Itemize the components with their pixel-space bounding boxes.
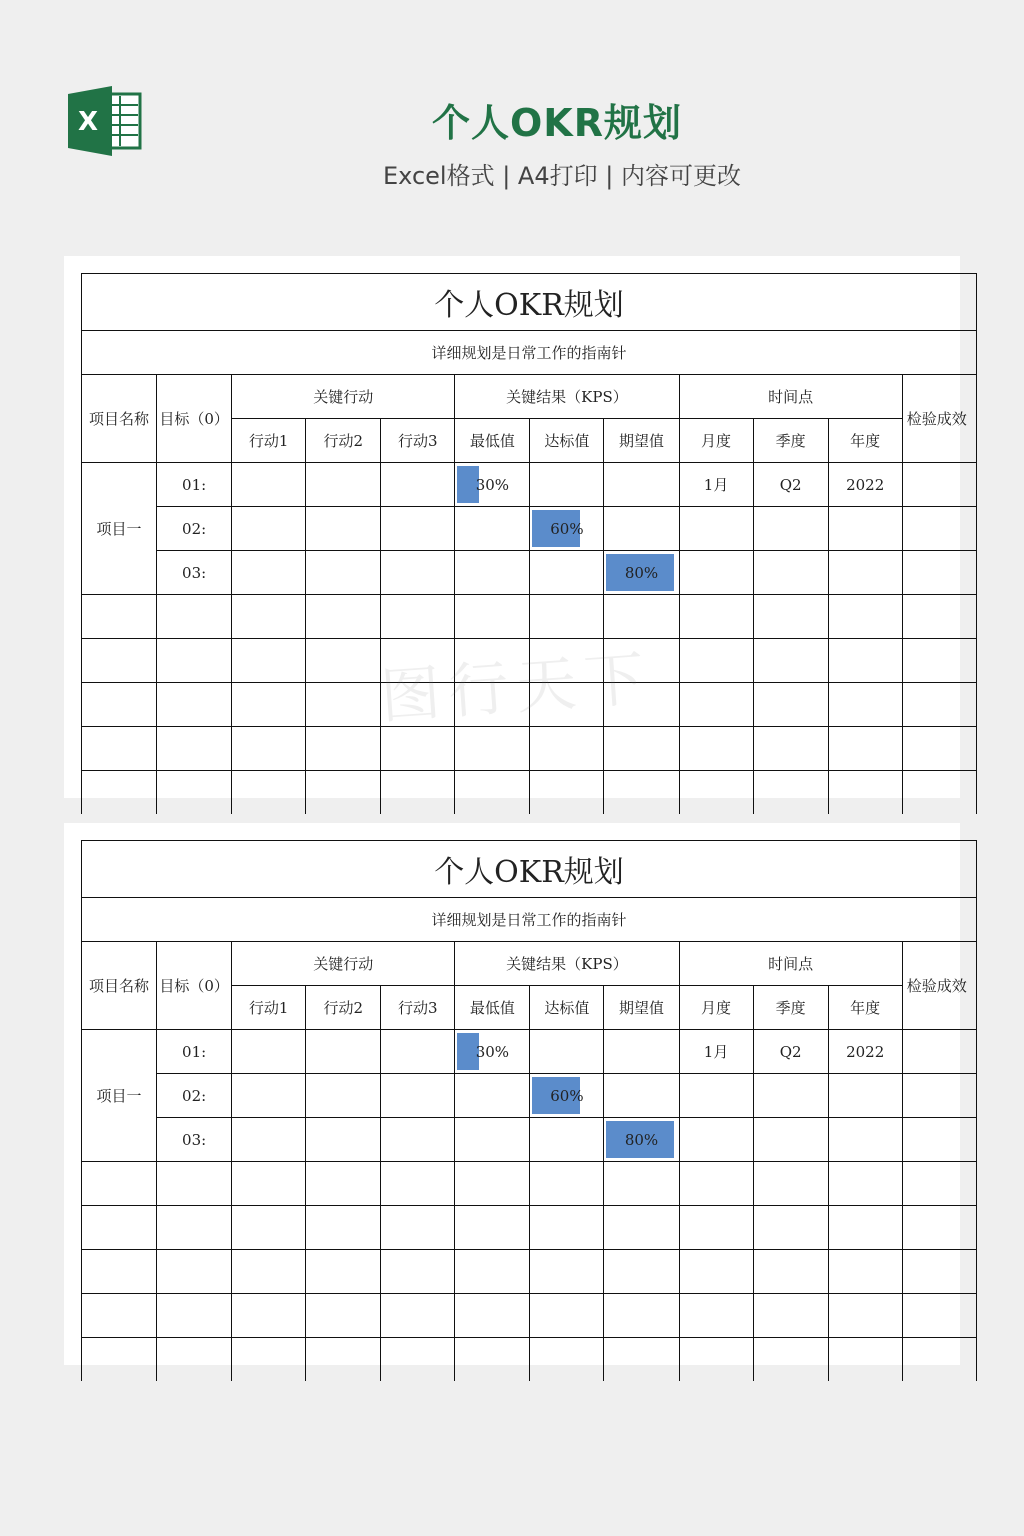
project-name-cell: 项目一	[82, 1030, 157, 1162]
sheet-preview-1	[64, 256, 967, 798]
empty-row	[82, 1162, 977, 1206]
goal-cell: 03:	[157, 1118, 232, 1162]
empty-row	[82, 1206, 977, 1250]
subheader-action-2: 行动2	[306, 419, 381, 463]
page-title: 个人OKR规划	[431, 101, 682, 145]
header-key-actions: 关键行动	[232, 942, 455, 986]
goal-cell: 02:	[157, 1074, 232, 1118]
subheader-year: 年度	[828, 419, 902, 463]
subheader-target: 达标值	[530, 986, 604, 1030]
month-cell: 1月	[679, 463, 753, 507]
empty-row	[82, 727, 977, 771]
min-cell	[455, 551, 530, 595]
subheader-expect: 期望值	[604, 986, 679, 1030]
table-row	[82, 507, 977, 551]
target-cell: 60%	[530, 1074, 604, 1118]
project-name-cell: 项目一	[82, 463, 157, 595]
goal-cell: 01:	[157, 1030, 232, 1074]
page-subtitle: Excel格式 | A4打印 | 内容可更改	[383, 162, 741, 190]
subheader-month: 月度	[679, 986, 753, 1030]
header-verify: 检验成效	[902, 942, 976, 1030]
year-cell: 2022	[828, 463, 902, 507]
goal-cell: 02:	[157, 507, 232, 551]
expect-cell	[604, 1074, 679, 1118]
min-cell	[455, 1118, 530, 1162]
header-key-results: 关键结果（KPS）	[455, 942, 679, 986]
expect-cell: 80%	[604, 1118, 679, 1162]
subheader-target: 达标值	[530, 419, 604, 463]
min-cell: 30%	[455, 463, 530, 507]
empty-row	[82, 683, 977, 727]
subheader-year: 年度	[828, 986, 902, 1030]
subheader-action-1: 行动1	[232, 986, 306, 1030]
sheet-title: 个人OKR规划	[82, 841, 977, 898]
year-cell: 2022	[828, 1030, 902, 1074]
header-verify: 检验成效	[902, 375, 976, 463]
goal-cell: 03:	[157, 551, 232, 595]
goal-cell: 01:	[157, 463, 232, 507]
empty-row	[82, 1250, 977, 1294]
sheet-subtitle: 详细规划是日常工作的指南针	[82, 331, 977, 375]
header-project: 项目名称	[82, 942, 157, 1030]
subheader-action-3: 行动3	[381, 419, 455, 463]
min-cell	[455, 1074, 530, 1118]
header-time-point: 时间点	[679, 375, 902, 419]
header-time-point: 时间点	[679, 942, 902, 986]
header-key-results: 关键结果（KPS）	[455, 375, 679, 419]
okr-table	[81, 273, 977, 814]
subheader-expect: 期望值	[604, 419, 679, 463]
table-row	[82, 551, 977, 595]
quarter-cell: Q2	[753, 1030, 828, 1074]
empty-row	[82, 1294, 977, 1338]
table-row	[82, 463, 977, 507]
sheet-subtitle: 详细规划是日常工作的指南针	[82, 898, 977, 942]
subheader-month: 月度	[679, 419, 753, 463]
header-goal: 目标（0）	[157, 375, 232, 463]
expect-cell	[604, 1030, 679, 1074]
expect-cell: 80%	[604, 551, 679, 595]
expect-cell	[604, 507, 679, 551]
okr-table	[81, 840, 977, 1381]
target-cell	[530, 551, 604, 595]
header-key-actions: 关键行动	[232, 375, 455, 419]
target-cell	[530, 463, 604, 507]
svg-text:X: X	[77, 107, 99, 137]
subheader-action-1: 行动1	[232, 419, 306, 463]
target-cell	[530, 1030, 604, 1074]
subheader-quarter: 季度	[753, 419, 828, 463]
empty-row	[82, 1338, 977, 1382]
table-row	[82, 1118, 977, 1162]
subheader-quarter: 季度	[753, 986, 828, 1030]
sheet-preview-2	[64, 823, 967, 1365]
subheader-action-3: 行动3	[381, 986, 455, 1030]
min-cell: 30%	[455, 1030, 530, 1074]
subheader-min: 最低值	[455, 986, 530, 1030]
header-goal: 目标（0）	[157, 942, 232, 1030]
expect-cell	[604, 463, 679, 507]
header-project: 项目名称	[82, 375, 157, 463]
subheader-min: 最低值	[455, 419, 530, 463]
target-cell: 60%	[530, 507, 604, 551]
sheet-title: 个人OKR规划	[82, 274, 977, 331]
empty-row	[82, 639, 977, 683]
table-row	[82, 1030, 977, 1074]
empty-row	[82, 771, 977, 815]
empty-row	[82, 595, 977, 639]
subheader-action-2: 行动2	[306, 986, 381, 1030]
table-row	[82, 1074, 977, 1118]
quarter-cell: Q2	[753, 463, 828, 507]
min-cell	[455, 507, 530, 551]
month-cell: 1月	[679, 1030, 753, 1074]
target-cell	[530, 1118, 604, 1162]
